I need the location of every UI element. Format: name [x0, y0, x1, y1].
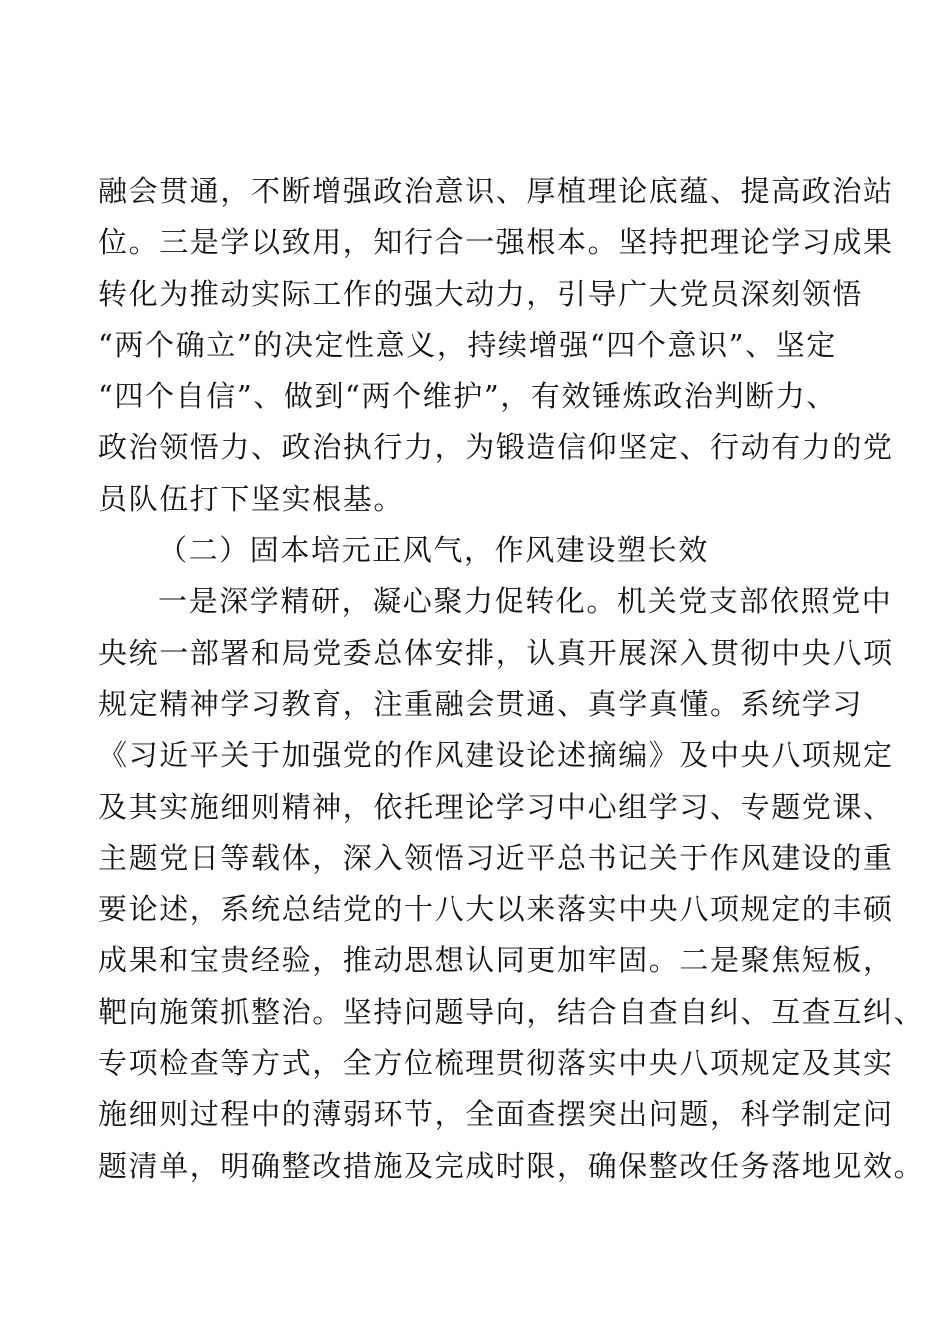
text-line: 位。三是学以致用，知行合一强根本。坚持把理论学习成果: [98, 225, 894, 260]
text-line: 靶向施策抓整治。坚持问题导向，结合自查自纠、互查互纠、: [98, 994, 925, 1029]
text-line: “四个自信”、做到“两个维护”，有效锤炼政治判断力、: [98, 379, 837, 414]
text-line: 规定精神学习教育，注重融会贯通、真学真懂。系统学习: [98, 686, 864, 721]
paragraph-continued: [98, 166, 894, 525]
text-line: 施细则过程中的薄弱环节，全面查摆突出问题，科学制定问: [98, 1097, 894, 1132]
text-line: 及其实施细则精神，依托理论学习中心组学习、专题党课、: [98, 789, 894, 824]
text-line: 融会贯通，不断增强政治意识、厚植理论底蕴、提高政治站: [98, 174, 894, 208]
text-line: 转化为推动实际工作的强大动力，引导广大党员深刻领悟: [98, 276, 864, 311]
text-line: 要论述，系统总结党的十八大以来落实中央八项规定的丰硕: [98, 892, 894, 927]
text-line: 《习近平关于加强党的作风建设论述摘编》及中央八项规定: [98, 738, 894, 773]
text-line: 政治领悟力、政治执行力，为锻造信仰坚定、行动有力的党: [98, 430, 894, 465]
document-body: [98, 166, 925, 1192]
text-line: 专项检查等方式，全方位梳理贯彻落实中央八项规定及其实: [98, 1046, 894, 1081]
text-line: “两个确立”的决定性意义，持续增强“四个意识”、坚定: [98, 327, 837, 362]
section-heading: （二）固本培元正风气，作风建设塑长效: [158, 533, 709, 568]
text-line: 成果和宝贵经验，推动思想认同更加牢固。二是聚焦短板，: [98, 943, 894, 978]
text-line: 主题党日等载体，深入领悟习近平总书记关于作风建设的重: [98, 840, 894, 875]
paragraph-section-2: [98, 576, 925, 1192]
text-line: 题清单，明确整改措施及完成时限，确保整改任务落地见效。: [98, 1148, 925, 1183]
text-line: 央统一部署和局党委总体安排，认真开展深入贯彻中央八项: [98, 635, 894, 670]
text-line: 一是深学精研，凝心聚力促转化。机关党支部依照党中: [158, 584, 893, 619]
text-line: 员队伍打下坚实根基。: [98, 481, 405, 516]
